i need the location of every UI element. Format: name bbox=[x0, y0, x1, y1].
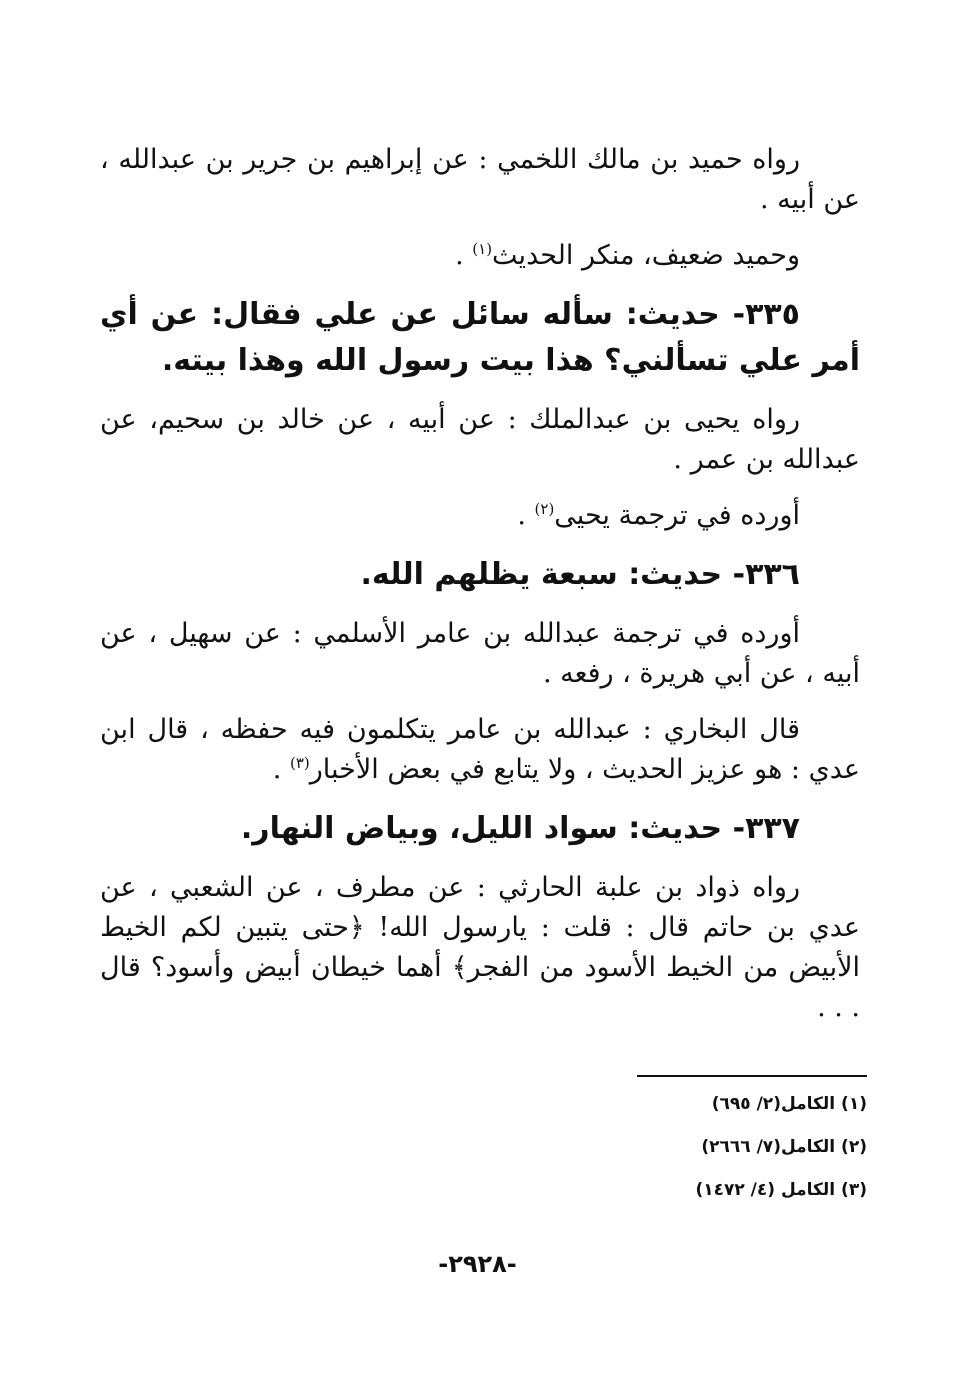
paragraph-2-end: . bbox=[455, 240, 473, 271]
paragraph-5 bbox=[100, 614, 860, 694]
hadith-heading-337: ٣٣٧- حديث: سواد الليل، وبياض النهار. bbox=[240, 811, 800, 846]
paragraph-7-text: رواه ذواد بن علبة الحارثي : عن مطرف ، عن الشعبي ، عن عدي بن حاتم قال : قلت : يارسول الله! ﴿حتى يتبين لكم الخيط الأبيض من الخيط الأسود من الفجر﴾ أهما خيطان أبيض وأسود؟ قال . . . bbox=[100, 872, 860, 1023]
footnote-ref-2: (٢) bbox=[534, 500, 555, 518]
paragraph-4-text: أورده في ترجمة يحيى bbox=[554, 500, 800, 531]
paragraph-1 bbox=[100, 140, 860, 220]
paragraph-1-text: رواه حميد بن مالك اللخمي : عن إبراهيم بن جرير بن عبدالله ، عن أبيه . bbox=[100, 144, 860, 215]
hadith-heading-335: ٣٣٥- حديث: سأله سائل عن علي فقال: عن أي أمر علي تسألني؟ هذا بيت رسول الله وهذا بيته. bbox=[100, 297, 860, 378]
paragraph-4-end: . bbox=[517, 500, 535, 531]
paragraph-2-text: وحميد ضعيف، منكر الحديث bbox=[492, 240, 800, 271]
footnote-ref-3: (٣) bbox=[289, 754, 310, 772]
paragraph-6-end: . bbox=[272, 754, 290, 785]
page-body bbox=[100, 140, 860, 1044]
footnote-1: (١) الكامل(٢/ ٦٩٥) bbox=[711, 1094, 867, 1114]
page-number: -٢٩٢٨- bbox=[438, 1250, 517, 1278]
paragraph-7 bbox=[100, 868, 860, 1028]
footnotes-section bbox=[637, 1075, 867, 1222]
paragraph-2 bbox=[100, 236, 860, 276]
paragraph-4 bbox=[100, 496, 860, 536]
paragraph-6 bbox=[100, 710, 860, 790]
paragraph-3-text: رواه يحيى بن عبدالملك : عن أبيه ، عن خالد بن سحيم، عن عبدالله بن عمر . bbox=[100, 404, 860, 475]
footnote-3: (٣) الكامل (٤/ ١٤٧٢) bbox=[695, 1180, 867, 1200]
paragraph-6-text: قال البخاري : عبدالله بن عامر يتكلمون فيه حفظه ، قال ابن عدي : هو عزيز الحديث ، ولا يتابع في بعض الأخبار bbox=[100, 714, 860, 785]
paragraph-3 bbox=[100, 400, 860, 480]
hadith-heading-336: ٣٣٦- حديث: سبعة يظلهم الله. bbox=[360, 557, 800, 592]
footnote-2: (٢) الكامل(٧/ ٢٦٦٦) bbox=[701, 1137, 867, 1157]
paragraph-5-text: أورده في ترجمة عبدالله بن عامر الأسلمي : عن سهيل ، عن أبيه ، عن أبي هريرة ، رفعه . bbox=[100, 618, 860, 689]
footnote-ref-1: (١) bbox=[472, 240, 493, 258]
